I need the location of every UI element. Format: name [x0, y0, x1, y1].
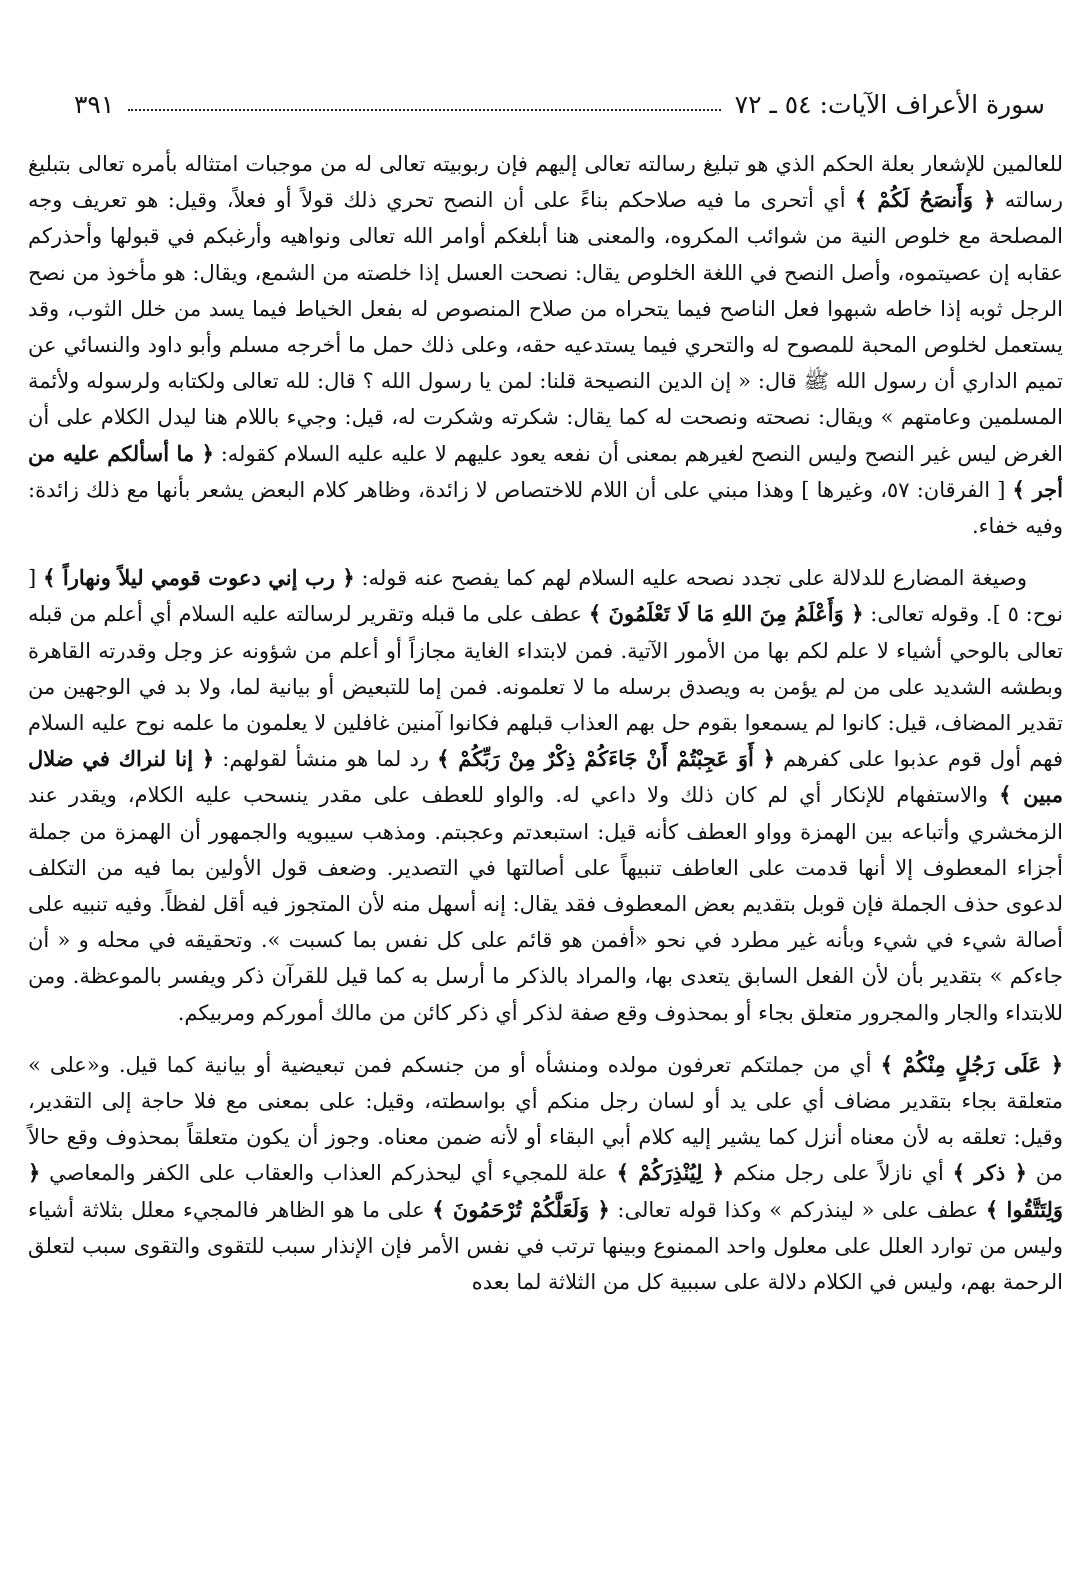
paragraph: [28, 560, 1063, 1031]
text-segment: للعالمين للإشعار بعلة الحكم الذي هو تبليغ رسالته تعالى إليهم فإن ربوبيته تعالى له من موجبات امتثاله بأمره تعالى بتبليغ رسالته: [28, 152, 1063, 213]
page-number: ٣٩١: [74, 89, 115, 119]
text-segment: [ الفرقان: ٥٧، وغيرها ] وهذا مبني على أن اللام للاختصاص لا زائدة، وظاهر كلام البعض يشعر بأنها مع ذلك زائدة: وفيه خفاء.: [28, 477, 1063, 539]
book-page: [28, 0, 1063, 1582]
paragraph: [28, 1047, 1063, 1300]
running-header: [74, 84, 1045, 124]
text-segment: رد لما هو منشأ لقولهم:: [214, 747, 438, 772]
quran-quote: ﴿ عَلَى رَجُلٍ مِنْكُمْ ﴾: [880, 1051, 1063, 1077]
quran-quote: ﴿ وَأَنصَحُ لَكُمْ ﴾: [854, 187, 996, 213]
surah-title: سورة الأعراف الآيات: ٥٤ ـ ٧٢: [734, 89, 1045, 119]
paragraph: [28, 146, 1063, 544]
text-segment: أي من جملتكم تعرفون مولده ومنشأه أو من جنسكم فمن تبعيضية أو بيانية كما قيل. و«على » متعلقة بجاء بتقدير مضاف أي على يد أو لسان رجل منكم أي بواسطته، وقيل: على بمعنى مع فلا حاجة إلى التقدير، وقيل: تعلقه به لأن معناه أنزل كما يشير إليه كلام أبي البقاء أو لأنه ضمن معناه. وجوز أن يكون متعلقاً بمحذوف وقع حالاً من: [28, 1052, 1063, 1186]
text-segment: عطف على « لينذركم » وكذا قوله تعالى:: [609, 1197, 986, 1222]
text-segment: والاستفهام للإنكار أي لم كان ذلك ولا داعي له. والواو للعطف على مقدر ينسحب عليه الكلام، ويقدر عند الزمخشري وأتباعه بين الهمزة وواو العطف كأنه قيل: استبعدتم وعجبتم. ومذهب سيبويه والجمهور أن الهمزة من جملة أجزاء المعطوف إلا أنها قدمت على العاطف تنبيهاً على أصالتها في التصدير. وضعف قول الأولين بما فيه من التكلف لدعوى حذف الجملة فإن قوبل بتقديم بعض المعطوف فقد يقال: إنه أسهل منه لأن المتجوز فيه أقل لفظاً. وفيه تنبيه على أصالة شيء في شيء وبأنه غير مطرد في نحو «أفمن هو قائم على كل نفس بما كسبت ». وتحقيقه في محله و « أن جاءكم » بتقدير بأن لأن الفعل السابق يتعدى بها، والمراد بالذكر ما أرسل به كما قيل للقرآن ذكر ويفسر بالموعظة. ومن للابتداء والجار والمجرور متعلق بجاء أو بمحذوف وقع صفة لذكر أي ذكر كائن من مالك أموركم ومربيكم.: [28, 783, 1063, 1025]
quran-quote: ﴿ أَوَ عَجِبْتُمْ أَنْ جَاءَكُمْ ذِكْرٌ مِنْ رَبِّكُمْ ﴾: [437, 746, 775, 772]
quran-quote: ﴿ ذكر ﴾: [952, 1160, 1027, 1186]
text-segment: أي أتحرى ما فيه صلاحكم بناءً على أن النصح تحري ذلك قولاً أو فعلاً، وقيل: هو تعريف وجه المصلحة مع خلوص النية من شوائب المكروه، والمعنى هنا أبلغكم أوامر الله تعالى ونواهيه وأرغبكم في قبولها وأحذركم عقابه إن عصيتموه، وأصل النصح في اللغة الخلوص يقال: نصحت العسل إذا خلصته من الشمع، ويقال: هو مأخوذ من نصح الرجل ثوبه إذا خاطه شبهوا فعل الناصح فيما يتحراه من صلاح المنصوص له بفعل الخياط فيما يسد من خلل الثوب، وقد يستعمل لخلوص المحبة للمصوح له والتحري فيما يستدعيه حقه، وعلى ذلك حمل ما أخرجه مسلم وأبو داود والنسائي عن تميم الداري أن رسول الله ﷺ قال: « إن الدين النصيحة قلنا: لمن يا رسول الله ؟ قال: لله تعالى ولكتابه ولرسوله ولأئمة المسلمين وعامتهم » ويقال: نصحته ونصحت له كما يقال: شكرته وشكرت له، قيل: وجيء باللام هنا ليدل الكلام على أن الغرض ليس غير النصح وليس النصح لغيرهم بمعنى أن نفعه يعود عليهم لا عليه عليه السلام كقوله:: [28, 188, 1063, 466]
quran-quote: ﴿ وَلِتَتَّقُوا ﴾: [28, 1160, 1063, 1222]
text-segment: أي نازلاً على رجل منكم: [724, 1161, 953, 1186]
text-segment: علة للمجيء أي ليحذركم العذاب والعقاب على الكفر والمعاصي: [40, 1161, 617, 1186]
dotted-leader: [128, 109, 720, 111]
quran-quote: ﴿ ما أسألكم عليه من أجر ﴾: [28, 440, 1063, 502]
quran-quote: ﴿ وَأَعْلَمُ مِنَ اللهِ مَا لَا تَعْلَمُونَ ﴾: [588, 601, 864, 627]
text-segment: على ما هو الظاهر فالمجيء معلل بثلاثة أشياء وليس من توارد العلل على معلول واحد الممنوع وبينها ترتب في نفس الأمر فإن الإنذار سبب للتقوى والتقوى سبب لتعلق الرحمة بهم، وليس في الكلام دلالة على سببية كل من الثلاثة لما بعده: [28, 1197, 1063, 1295]
quran-quote: ﴿ رب إني دعوت قومي ليلاً ونهاراً ﴾: [43, 565, 355, 591]
commentary-body: [28, 146, 1063, 1300]
text-segment: وصيغة المضارع للدلالة على تجدد نصحه عليه السلام لهم كما يفصح عنه قوله:: [354, 566, 1028, 591]
quran-quote: ﴿ إنا لنراك في ضلال مبين ﴾: [28, 746, 1064, 808]
text-segment: عطف على ما قبله وتقرير لرسالته عليه السلام أي أعلم من قبله تعالى بالوحي أشياء لا علم لكم بها من الأمور الآتية. فمن لابتداء الغاية مجازاً أو أعلم من شؤونه عز وجل وقدرته القاهرة وبطشه الشديد على من لم يؤمن به ويصدق برسله ما لا تعلمونه. فمن إما للتبعيض أو بيانية لما، ولا بد في الوجهين من تقدير المضاف، قيل: كانوا لم يسمعوا بقوم حل بهم العذاب قبلهم فكانوا آمنين غافلين لا يعلمون ما علمه نوح عليه السلام فهم أول قوم عذبوا على كفرهم: [28, 602, 1063, 772]
quran-quote: ﴿ وَلَعَلَّكُمْ تُرْحَمُونَ ﴾: [432, 1196, 610, 1222]
text-segment: [ نوح: ٥ ]. وقوله تعالى:: [28, 566, 1064, 627]
quran-quote: ﴿ لِيُنْذِرَكُمْ ﴾: [616, 1160, 725, 1186]
